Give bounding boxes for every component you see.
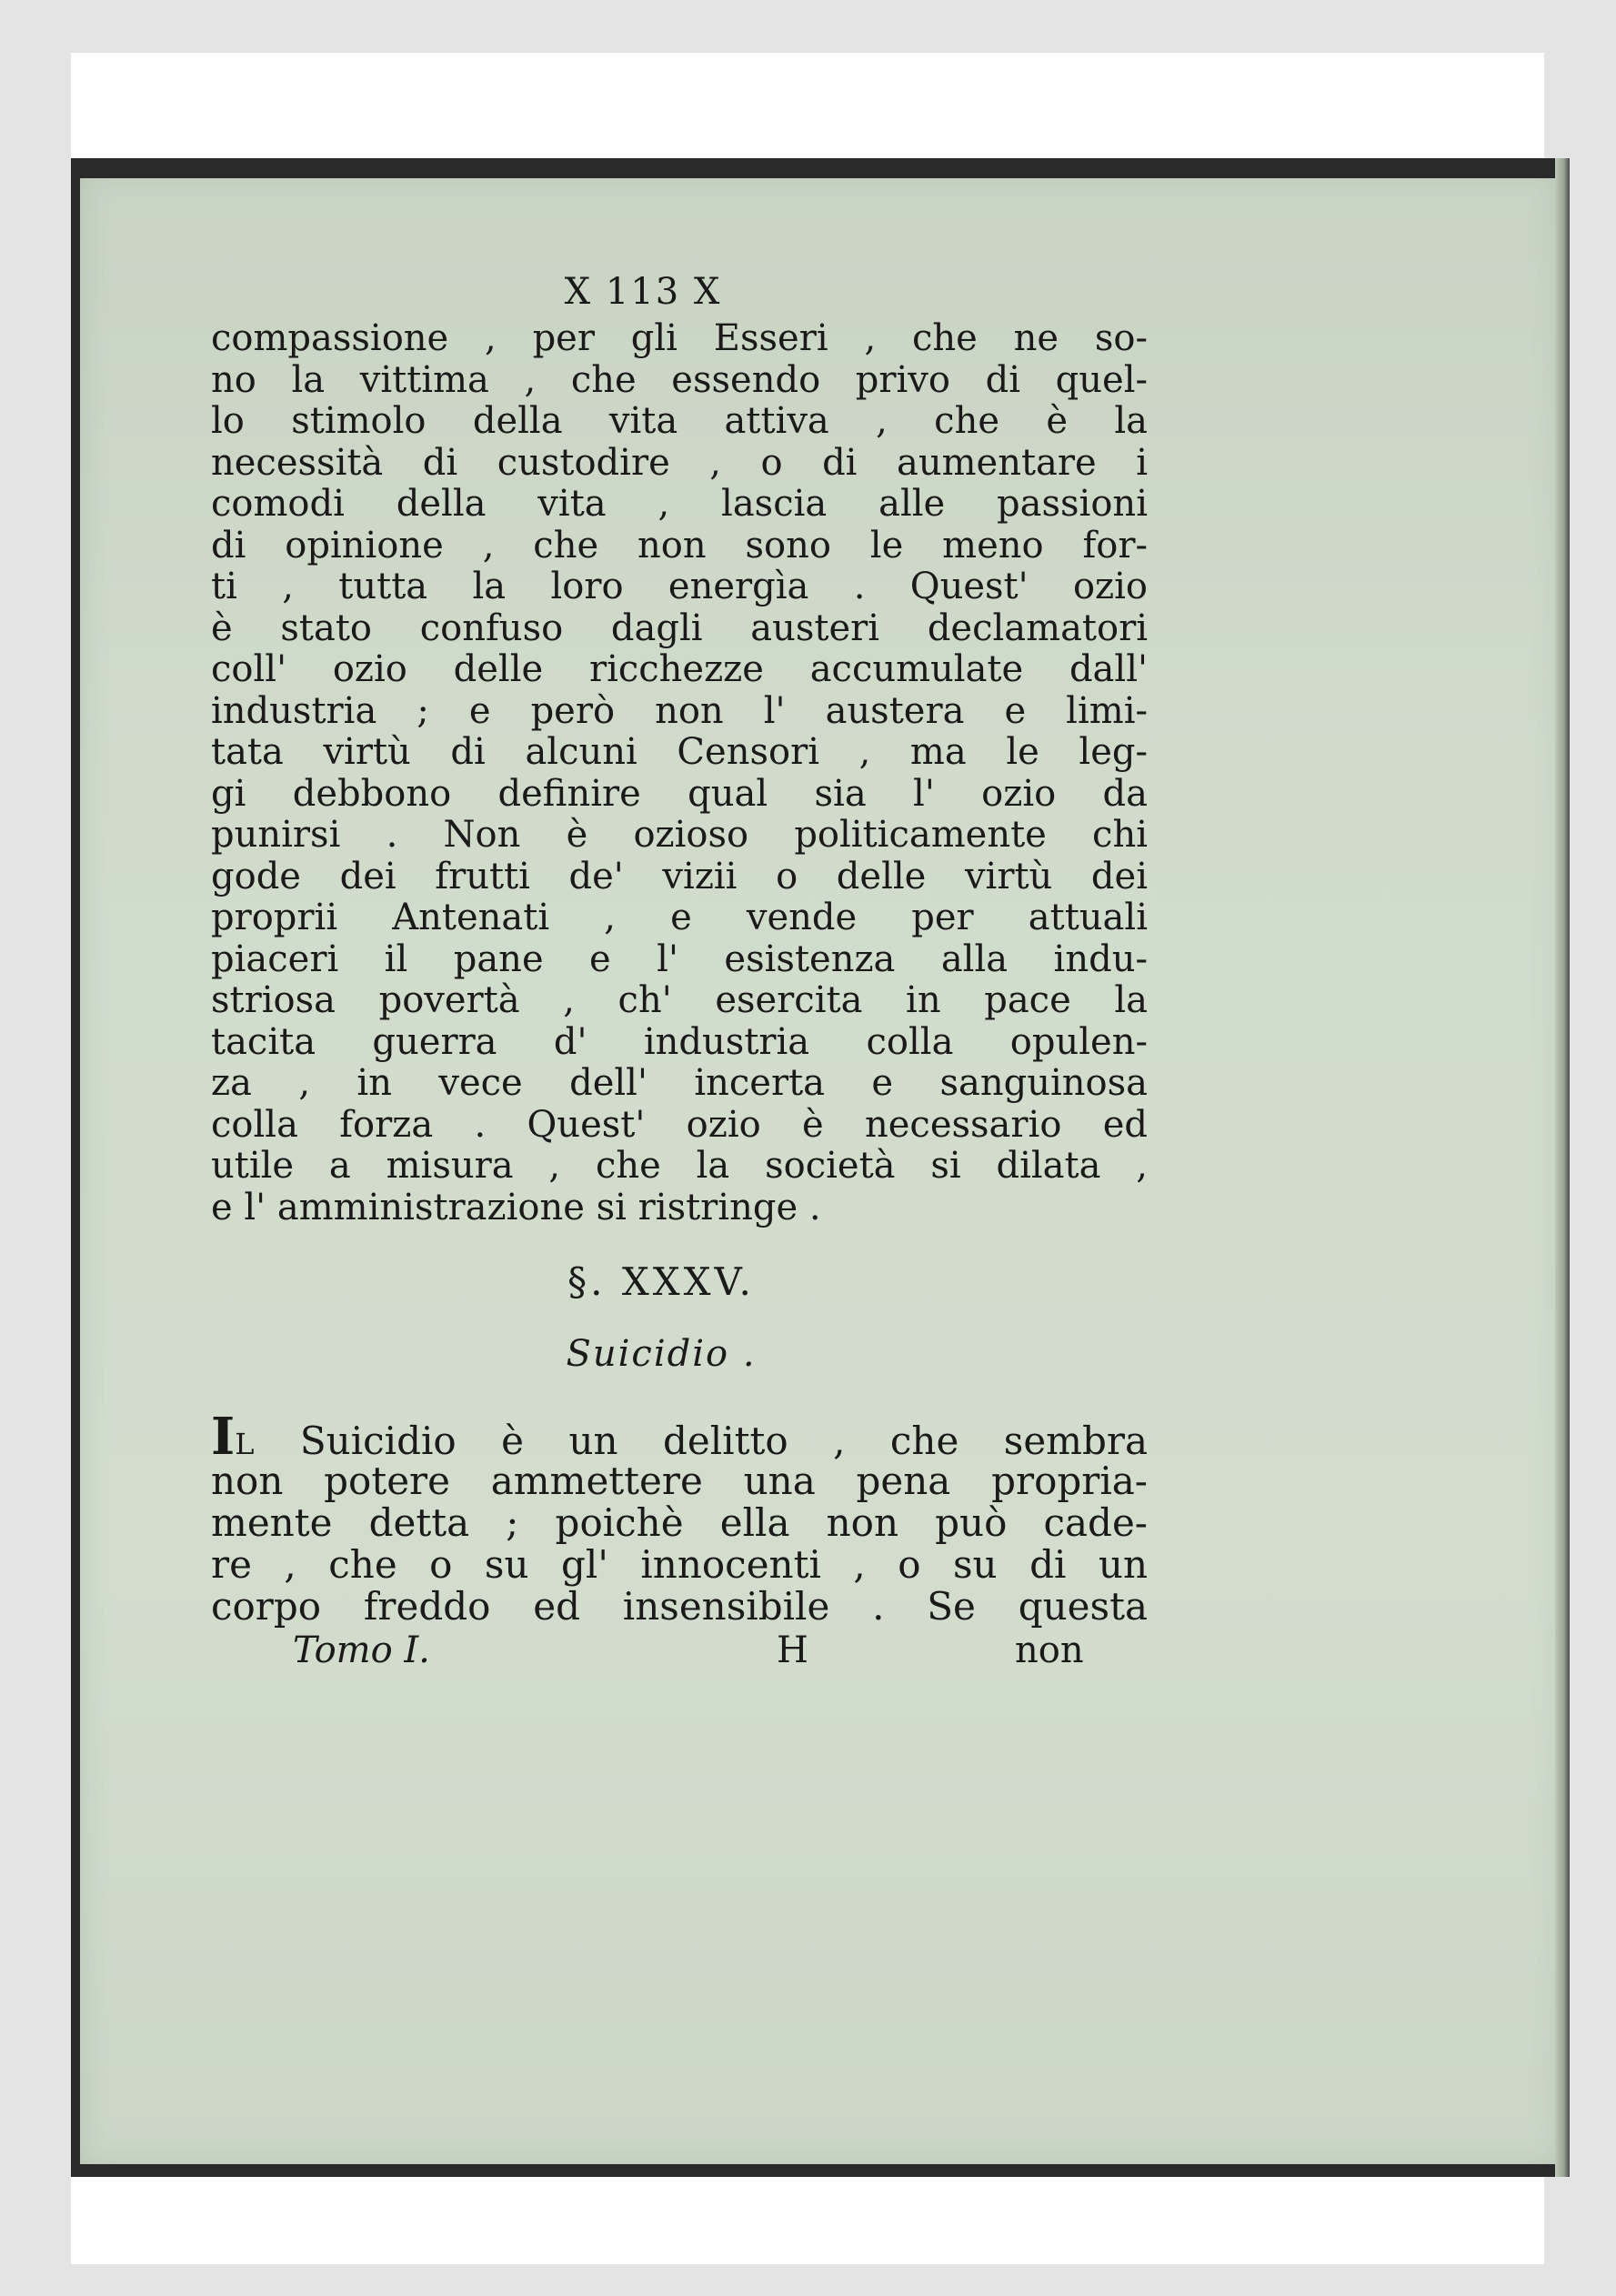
drop-cap: I	[211, 1407, 236, 1467]
text-line: corpo freddo ed insensibile . Se questa	[211, 1584, 1148, 1629]
text-line: industria ; e però non l' austera e limi-	[211, 689, 1148, 732]
text-line: striosa povertà , ch' esercita in pace la	[211, 979, 1148, 1021]
drop-cap-rest: L	[235, 1427, 256, 1461]
text-line: non potere ammettere una pena propria-	[211, 1459, 1148, 1503]
text-line: gi debbono definire qual sia l' ozio da	[211, 772, 1148, 815]
section-number: §. XXXV.	[567, 1259, 755, 1304]
page-bottom-shadow	[71, 2164, 1570, 2177]
text-line: piaceri il pane e l' esistenza alla indu-	[211, 937, 1148, 980]
volume-label: Tomo I.	[293, 1629, 430, 1671]
text-line: punirsi . Non è ozioso politicamente chi	[211, 814, 1148, 856]
text-line: di opinione , che non sono le meno for-	[211, 524, 1148, 566]
text-line: è stato confuso dagli austeri declamatori	[211, 607, 1148, 649]
text-block	[211, 271, 1148, 1671]
text-line-first	[211, 1407, 1148, 1467]
page-top-shadow	[71, 158, 1570, 178]
text-line: tata virtù di alcuni Censori , ma le leg-	[211, 731, 1148, 773]
text-line: re , che o su gl' innocenti , o su di un	[211, 1542, 1148, 1587]
text-line: za , in vece dell' incerta e sanguinosa	[211, 1062, 1148, 1104]
text-line: gode dei frutti de' vizii o delle virtù dei	[211, 855, 1148, 897]
text-line: mente detta ; poichè ella non può cade-	[211, 1500, 1148, 1545]
text-line: tacita guerra d' industria colla opulen-	[211, 1020, 1148, 1063]
page-left-shadow	[71, 158, 80, 2177]
text-line: compassione , per gli Esseri , che ne so-	[211, 317, 1148, 359]
text-line: comodi della vita , lascia alle passioni	[211, 483, 1148, 525]
text-line: proprii Antenati , e vende per attuali	[211, 897, 1148, 938]
text-line: utile a misura , che la società si dilata ,	[211, 1145, 1148, 1187]
paragraph-2	[211, 1407, 1148, 1629]
paragraph-1	[211, 318, 1148, 1228]
first-line-text: Suicidio è un delitto , che sembra	[255, 1419, 1148, 1463]
section-title: Suicidio .	[566, 1333, 757, 1375]
text-line: necessità di custodire , o di aumentare i	[211, 441, 1148, 484]
catchword: non	[1015, 1629, 1084, 1671]
text-line: no la vittima , che essendo privo di quel-	[211, 358, 1148, 401]
book-page	[71, 158, 1570, 2177]
page-right-deckle	[1555, 158, 1570, 2177]
text-line: lo stimolo della vita attiva , che è la	[211, 400, 1148, 442]
text-line: coll' ozio delle ricchezze accumulate dall'	[211, 648, 1148, 690]
signature-mark: H	[777, 1629, 808, 1671]
text-line: colla forza . Quest' ozio è necessario ed	[211, 1103, 1148, 1146]
page-number-header: X 113 X	[564, 271, 722, 313]
page-footer	[211, 1629, 1148, 1671]
text-line: ti , tutta la loro energìa . Quest' ozio	[211, 566, 1148, 607]
text-line: e l' amministrazione si ristringe .	[211, 1186, 821, 1228]
